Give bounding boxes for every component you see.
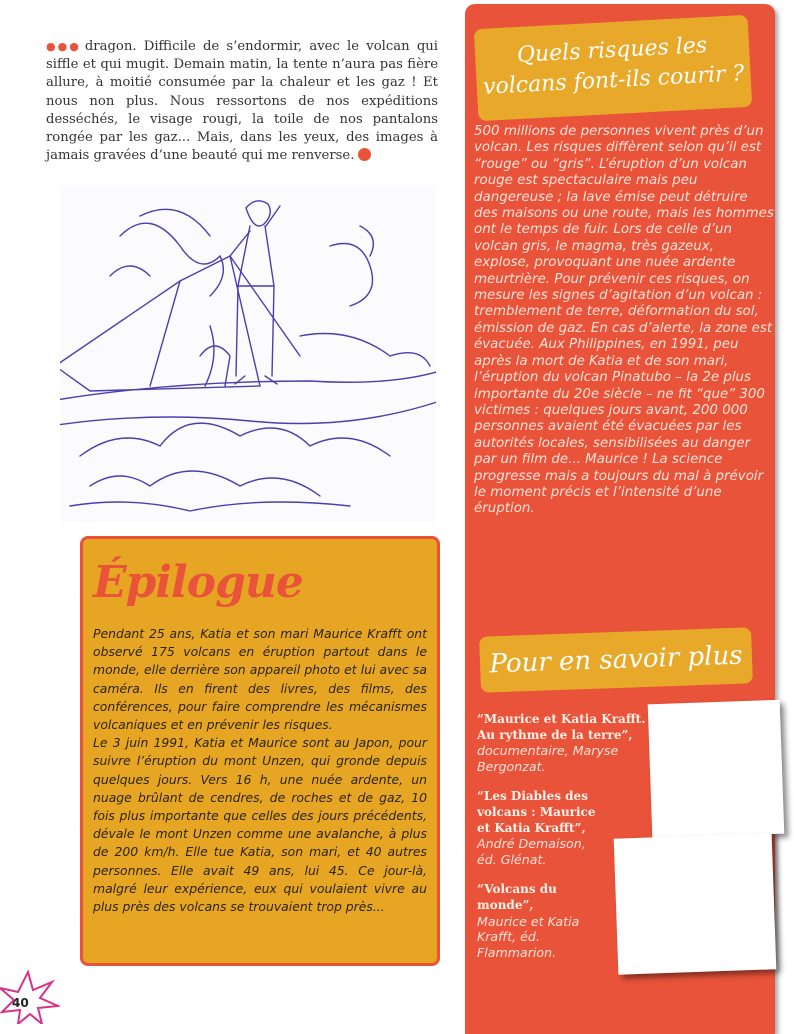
- book-cover-placeholder: [614, 833, 777, 974]
- more-title: Pour en savoir plus: [479, 627, 753, 692]
- tent-illustration: [60, 186, 436, 522]
- epilogue-title: Épilogue: [93, 557, 303, 608]
- book-cover-placeholder: [648, 700, 785, 839]
- end-dot-icon: [358, 148, 371, 161]
- book-info: documentaire, Maryse Bergonzat.: [477, 743, 619, 774]
- risks-text: 500 millions de personnes vivent près d’un volcan. Les risques diffèrent selon qu’il est “rouge” ou “gris”. L’éruption d’un volcan rouge est spectaculaire mais peu dangereuse ; la lave émise peut détruire des maisons ou une route, mais les hommes ont le temps de fuir. Lors de celle d’un volcan gris, le magma, très gazeux, explose, provoquant une nuée ardente meurtrière. Pour prévenir ces risques, on mesure les signes d’agitation d’un volcan : tremblement de terre, déformation du sol, émission de gaz. En cas d’alerte, la zone est évacuée. Aux Philippines, en 1991, peu après la mort de Katia et de son mari, l’éruption du volcan Pinatubo – la 2e plus importante du 20e siècle – ne fit “que” 300 victimes : quelques jours avant, 200 000 personnes avaient été évacuées par les autorités locales, sensibilisées au danger par un film de... Maurice ! La science progresse mais a toujours du mal à prévoir le moment précis et l’intensité d’une éruption.: [474, 124, 774, 517]
- epilogue-paragraph: Le 3 juin 1991, Katia et Maurice sont au Japon, pour suivre l’éruption du mont Unzen, qui gronde depuis quelques jours. Vers 16 h, une nuée ardente, un nuage brûlant de cendres, de roches et de gaz, 10 fois plus importante que celles des jours précédents, dévale le mont Unzen comme une avalanche, à plus de 200 km/h. Elle tue Katia, son mari, et 40 autres personnes. Elle avait 49 ans, lui 45. Ce jour-là, malgré leur expérience, eux qui voulaient vivre au plus près des volcans se trouvaient trop près...: [93, 735, 427, 915]
- epilogue-box: [80, 536, 440, 966]
- intro-paragraph: [46, 38, 438, 165]
- book-title: “Les Diables des volcans : Maurice et Katia Krafft”,: [477, 789, 596, 835]
- continuation-dots-icon: ●●●: [46, 40, 81, 53]
- book-title: “Volcans du monde”,: [477, 882, 557, 912]
- book-info: Maurice et Katia Krafft, éd. Flammarion.: [477, 913, 580, 960]
- page-number: 40: [12, 996, 29, 1010]
- star-burst-icon: [0, 968, 60, 1024]
- book-item: [477, 712, 667, 774]
- intro-text: dragon. Difficile de s’endormir, avec le volcan qui siffle et qui mugit. Demain matin, la tente n’aura pas fière allure, à moitié consumée par la chaleur et les gaz ! Et nous non plus. Nous ressortons de nos expéditions desséchés, le visage rougi, la toile de nos pantalons rongée par les gaz... Mais, dans les yeux, des images à jamais gravées d’une beauté qui me renverse.: [46, 39, 438, 164]
- risks-title: Quels risques les volcans font-ils courir ?: [474, 15, 752, 121]
- book-title: “Maurice et Katia Krafft. Au rythme de la terre”,: [477, 712, 646, 742]
- book-item: [477, 882, 587, 960]
- epilogue-text: [93, 625, 427, 916]
- book-info: André Demaison, éd. Glénat.: [477, 836, 586, 867]
- book-item: [477, 789, 607, 867]
- page-number-badge: [0, 968, 60, 1024]
- epilogue-paragraph: Pendant 25 ans, Katia et son mari Maurice Krafft ont observé 175 volcans en éruption partout dans le monde, elle derrière son appareil photo et lui avec sa caméra. Ils en firent des livres, des films, des conférences, pour faire comprendre les mécanismes volcaniques et en prévenir les risques.: [93, 626, 427, 733]
